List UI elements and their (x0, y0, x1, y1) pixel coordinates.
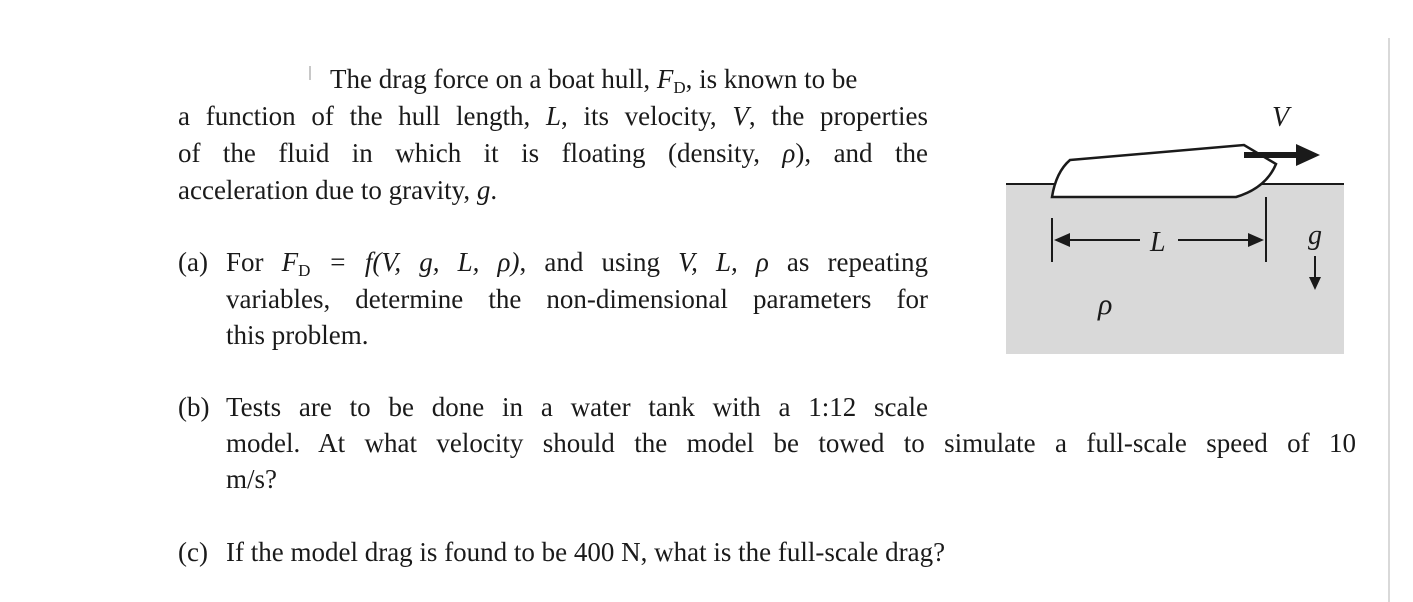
part-c-label: (c) (178, 537, 208, 567)
density-label: ρ (1098, 288, 1113, 321)
gravity-label: g (1308, 220, 1322, 251)
boat-hull-diagram (1004, 60, 1348, 360)
part-a-line-3: this problem. (226, 320, 369, 350)
part-b-label: (b) (178, 392, 210, 422)
water-region (1006, 184, 1344, 354)
page-edge-divider (1388, 38, 1390, 602)
boat-hull-figure (1004, 60, 1348, 360)
intro-line-3: of the fluid in which it is floating (density, ρ), and the (178, 138, 928, 168)
boat-hull-outline (1052, 145, 1276, 197)
part-b-line-3: m/s? (226, 464, 277, 494)
part-a-line-2: variables, determine the non-dimensional parameters for (226, 284, 928, 314)
velocity-label: V (1272, 102, 1290, 133)
intro-line-2: a function of the hull length, L, its velocity, V, the properties (178, 101, 928, 131)
part-c-line-1: If the model drag is found to be 400 N, what is the full-scale drag? (226, 537, 946, 567)
part-a-label: (a) (178, 247, 208, 277)
stray-tick-mark (309, 66, 311, 80)
part-a-line-1: For $F_D = f(V$, g, L, ρ), and using V, L, ρ as repeating (226, 247, 928, 280)
part-b-line-2: model. At what velocity should the model be towed to simulate a full-scale speed of 10 (226, 428, 1356, 458)
length-label: L (1150, 227, 1166, 258)
part-b-line-1: Tests are to be done in a water tank with a 1:12 scale (226, 392, 928, 422)
intro-line-1: The drag force on a boat hull, $F_D$, is known to be (330, 64, 858, 97)
velocity-arrow-head (1296, 144, 1320, 166)
intro-line-4: acceleration due to gravity, g. (178, 175, 498, 205)
